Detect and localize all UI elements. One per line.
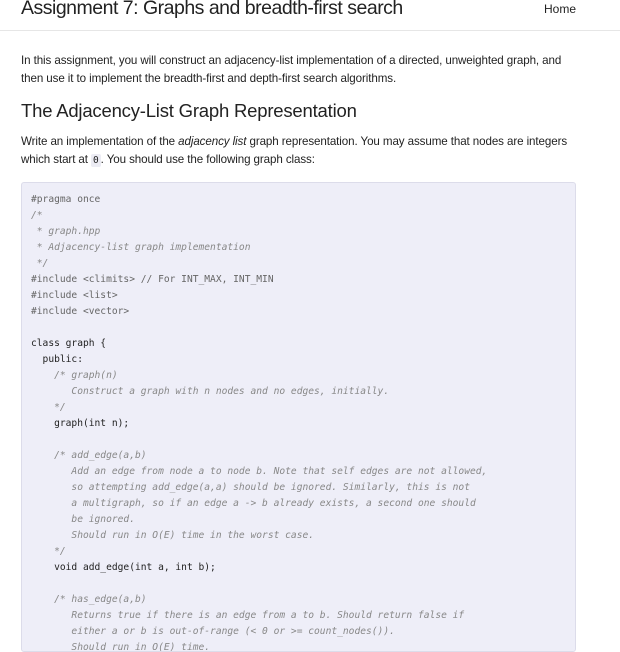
code-line: Add an edge from node a to node b. Note that self edges are not allowed, [31,466,488,477]
code-line: either a or b is out-of-range (< 0 or >= count_nodes()). [31,626,395,637]
code-line: class graph { [31,338,107,349]
code-line [31,320,566,336]
code-listing [31,192,566,652]
section-heading: The Adjacency-List Graph Representation [21,100,357,121]
desc-text-3: . You should use the following graph class: [100,153,315,166]
code-line: a multigraph, so if an edge a -> b already exists, a second one should [31,498,476,509]
code-line: graph(int n); [31,418,130,429]
code-line [31,432,566,448]
code-line: #include <vector> [31,306,130,317]
code-line: Should run in O(E) time. [31,642,211,652]
code-line [31,576,566,592]
code-line: be ignored. [31,514,135,525]
code-block [21,182,576,652]
code-line: Construct a graph with n nodes and no edges, initially. [31,386,390,397]
code-line: so attempting add_edge(a,a) should be ignored. Similarly, this is not [31,482,470,493]
code-line: public: [31,354,83,365]
desc-text-1: Write an implementation of the [21,135,179,148]
code-line: /* [31,210,43,221]
desc-text-2: graph representation. You may assume that nodes are integers which start at [21,135,568,166]
code-line: /* add_edge(a,b) [31,450,147,461]
home-link[interactable]: Home [543,2,576,16]
main-content [21,52,576,652]
code-line: void add_edge(int a, int b); [31,562,216,573]
code-line: #include <climits> // For INT_MAX, INT_MIN [31,274,274,285]
code-line: */ [31,402,66,413]
desc-emphasis: adjacency list [178,135,247,148]
page-title: Assignment 7: Graphs and breadth-first search [21,0,403,19]
code-line: Returns true if there is an edge from a to b. Should return false if [31,610,465,621]
code-line: */ [31,258,49,269]
code-line: /* graph(n) [31,370,118,381]
code-line: #include <list> [31,290,118,301]
top-bar [0,0,620,31]
code-line: Should run in O(E) time in the worst case. [31,530,315,541]
intro-paragraph: In this assignment, you will construct an adjacency-list implementation of a directed, unweighted graph, and then use it to implement the breadth-first and depth-first search algorithms. [21,54,562,85]
inline-code: 0 [93,155,99,166]
code-line: * Adjacency-list graph implementation [31,242,251,253]
code-line: * graph.hpp [31,226,101,237]
code-line: #pragma once [31,194,101,205]
section-description [21,133,576,170]
code-line: */ [31,546,66,557]
code-line: /* has_edge(a,b) [31,594,147,605]
